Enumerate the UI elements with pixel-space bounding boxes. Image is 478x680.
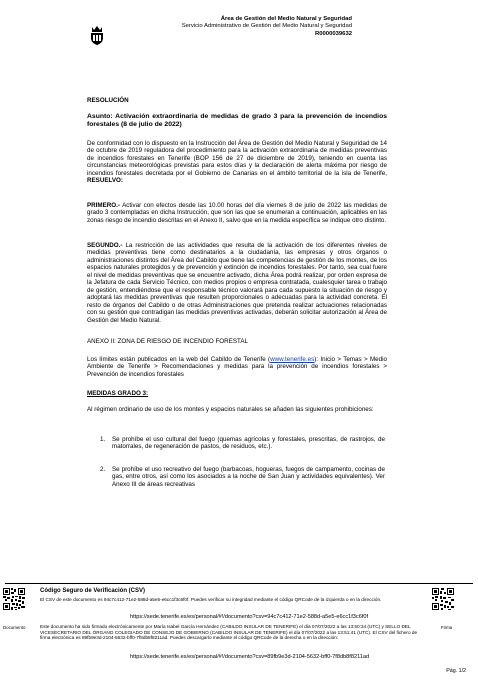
measures-heading: MEDIDAS GRADO 3: xyxy=(87,390,149,397)
csv-title: Código Seguro de Verificación (CSV) xyxy=(40,588,146,594)
intro-text: De conformidad con lo dispuesto en la Instrucción del Área de Gestión del Medio Natural y Seguridad de 14 de octubre de 2019 reguladora del procedimiento para la activación extraordinaria de medidas preventivas de incendios forestales en Tenerife (BOP 156 de 27 de diciembre de 2019), teniendo en cuenta las circunstancias meteorológicas previstas para estos días y la declaración de alerta máxima por riesgo de incendios forestales decretada por el Gobierno de Canarias en el ámbito territorial de la isla de Tenerife, xyxy=(87,140,387,177)
primero-text: Activar con efectos desde las 10.00 horas del día viernes 8 de julio de 2022 las medidas de grado 3 contempladas en dicha Instrucción, que son las que se enumeran a continuación, aplicables en las zonas riesgo de incendio descritas en el Anexo II, salvo que en la medida específica se indique otro distinto. xyxy=(87,202,387,224)
list-item-number: 1. xyxy=(100,436,106,443)
primero-label: PRIMERO.- xyxy=(87,202,120,209)
document-qr-code[interactable] xyxy=(3,588,25,610)
csv-verification-url[interactable]: https://sede.tenerife.es/es/personal/#!/documento?csv=94c7c412-71e2-588d-a5e5-e6cc1f3c6f0f xyxy=(130,614,369,620)
paragraph-intro xyxy=(87,140,387,185)
list-item-number: 2. xyxy=(100,466,106,473)
limits-pre: Los límites están publicados en la web del Cabildo de Tenerife ( xyxy=(87,356,271,363)
csv-description: El CSV de este documento es 94c7c412-71e2-588d-a5e5-e6cc1f3c6f0f. Puedes verificar su integridad mediante el código QRCode de la izquierda o en la dirección. xyxy=(40,597,382,602)
annex-heading: ANEXO II: ZONA DE RIESGO DE INCENDIO FORESTAL xyxy=(87,338,249,345)
list-item xyxy=(100,436,385,451)
resuelvo-label: RESUELVO: xyxy=(87,177,123,185)
document-qr-label: Documento xyxy=(3,625,26,630)
paragraph-prohibitions-intro: Al régimen ordinario de uso de los montes y espacios naturales se añaden las siguientes prohibiciones: xyxy=(87,406,374,413)
paragraph-segundo xyxy=(87,242,387,324)
paragraph-primero xyxy=(87,202,387,224)
signature-qr-code[interactable] xyxy=(432,588,454,610)
subject-heading: Asunto: Activación extraordinaria de medidas de grado 3 para la prevención de incendios forestales (8 de julio de 2022) xyxy=(87,113,387,128)
resolution-heading: RESOLUCIÓN xyxy=(87,97,129,104)
header-area: Área de Gestión del Medio Natural y Seguridad xyxy=(220,16,352,22)
limits-post: ): Inicio > Temas > Medio Ambiente de Tenerife > Recomendaciones y medidas para la prevención de incendios forestales > Prevención de incendios forestales xyxy=(87,356,387,378)
list-item-text: Se prohíbe el uso recreativo del fuego (barbacoas, hogueras, fuegos de campamento, cocinas de gas, entre otros, así como los asociados a la noche de San Juan y actividades equivalentes). Ver Anexo III de áreas recreativas xyxy=(112,466,385,488)
signature-qr-label: Firma xyxy=(441,625,453,630)
paragraph-limits xyxy=(87,356,387,378)
list-item-text: Se prohíbe el uso cultural del fuego (quemas agrícolas y forestales, prescritas, de rastrojos, de matorrales, de regeneración de pastos, de residuos, etc.). xyxy=(112,436,385,451)
header-registry-number: R0000039632 xyxy=(314,30,352,37)
document-header xyxy=(182,16,352,38)
segundo-text: La restricción de las actividades que resulta de la activación de los diferentes niveles de medidas preventivas tiene como destinatarios a la ciudadanía, las empresas y otros órganos o administraciones distintos del Área del Cabildo que tiene las competencias de gestión de los montes, de los espacios naturales protegidos y de prevención y extinción de incendios forestales. Por tanto, sea cual fuere el nivel de medidas preventivas que se encuentre activado, dicha Área podrá realizar, por orden expresa de la Jefatura de cada Servicio Técnico, con medios propios o empresa contratada, cualesquier tarea o trabajo de gestión, entendiéndose que el responsable técnico valorará para cada supuesto la situación de riesgo y adoptará las medidas preventivas que resulten proporcionales o adecuadas para la actividad concreta. El resto de órganos del Cabildo o de otras Administraciones que pretenda realizar actuaciones relacionadas con su gestión que contradigan las medidas preventivas activadas, deberán solicitar autorización al Área de Gestión del Medio Natural. xyxy=(87,242,387,324)
signature-description: Este documento ha sido firmado electrónicamente por María Isabel García Hernández (CABILDO INSULAR DE TENERIFE) el día 07/07/2022 a las 13:50:34 (UTC) y SELLO DEL VICESECRETARIO DEL ÓRGANO COLEGIADO DE CONSEJO DE GOBIERNO (CABILDO INSULAR DE TENERIFE) el día 07/07/2022 a las 13:51:41 (UTC). El CSV del fichero de firma electrónica es 89fb9e3d-2104-5632-bff0-7f8db8f8211ad. Puedes descargarlo mediante el código QRCode de la derecha o en la dirección: xyxy=(40,624,418,641)
list-item xyxy=(100,466,385,488)
segundo-label: SEGUNDO.- xyxy=(87,242,123,249)
footer-divider xyxy=(5,583,473,584)
tenerife-website-link[interactable]: www.tenerife.es xyxy=(270,356,315,363)
cabildo-crest-logo xyxy=(90,26,104,45)
header-service: Servicio Administrativo de Gestión del Medio Natural y Seguridad xyxy=(181,23,352,30)
signature-download-url[interactable]: https://sede.tenerife.es/es/personal/#!/documento?csv=89fb9e3d-2104-5632-bff0-7f8db8f8211ad xyxy=(130,654,370,660)
page-number: Pág. 1/2 xyxy=(446,668,466,674)
